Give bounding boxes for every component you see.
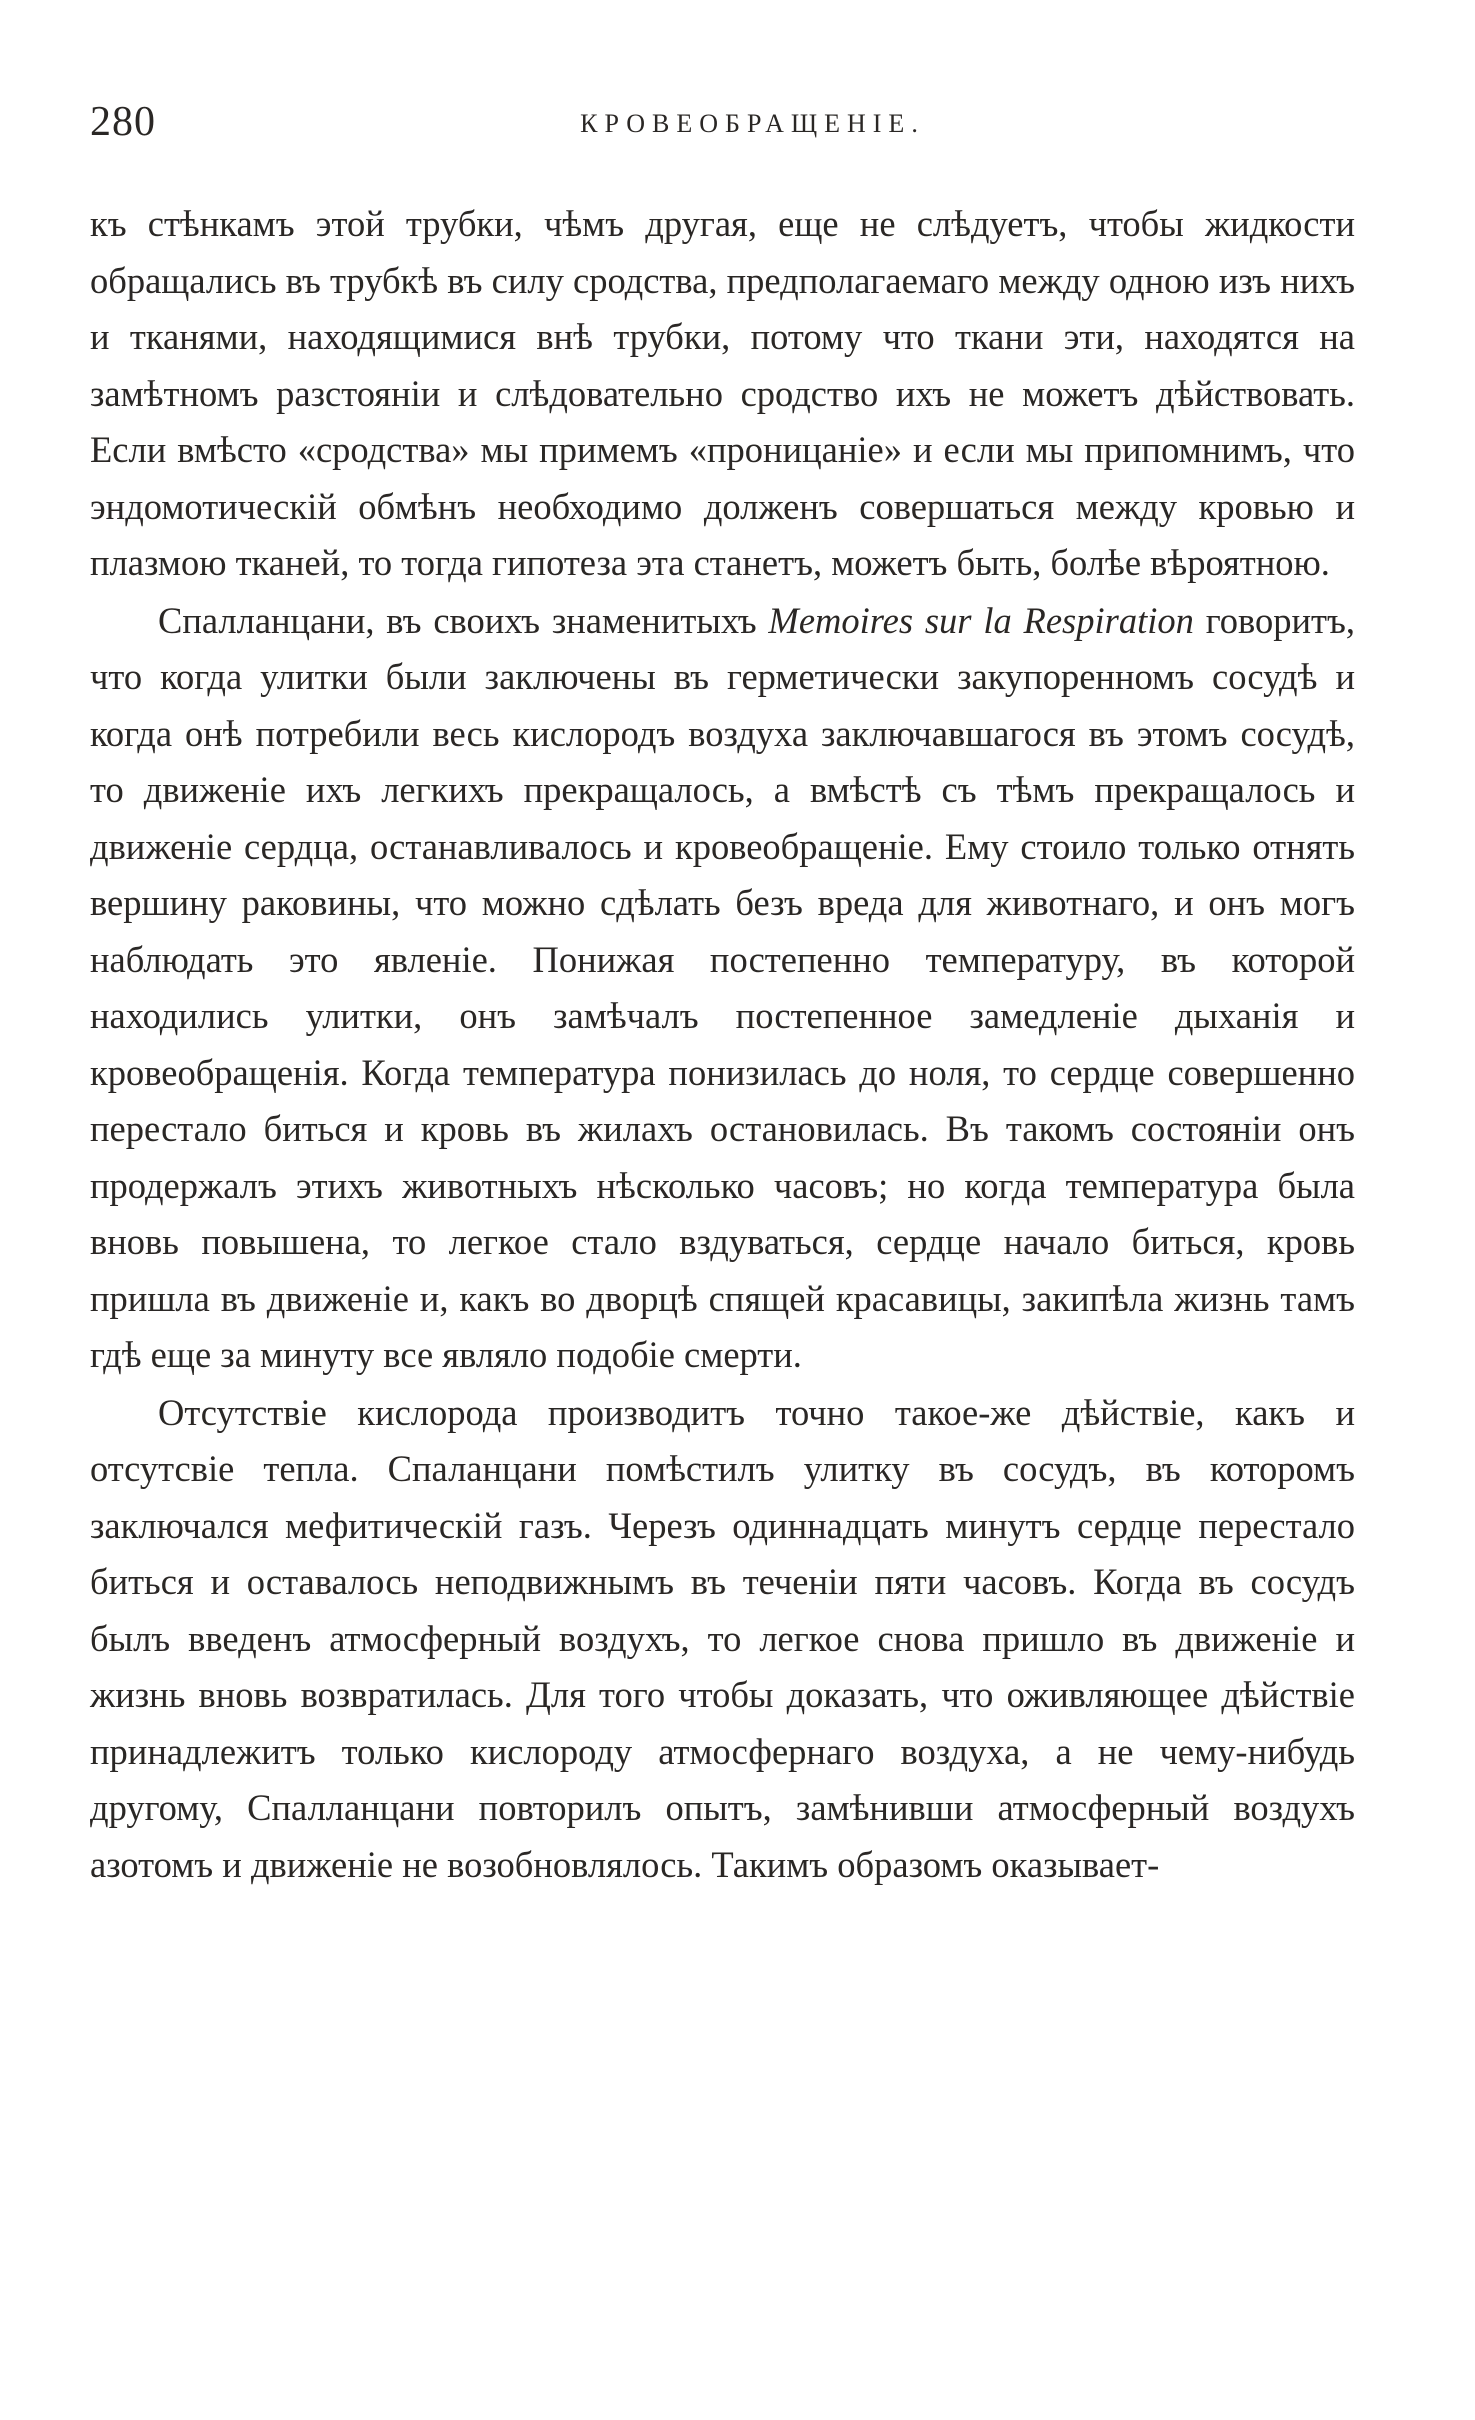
paragraph-text-after-title: говоритъ, что когда улитки были заключены въ герметически закупоренномъ сосудѣ и когда онѣ потребили весь кислородъ воздуха заключавшагося въ этомъ сосудѣ, то движеніе ихъ легкихъ прекращалось, а вмѣстѣ съ тѣмъ прекращалось и движеніе сердца, останавливалось и кровеобращеніе. Ему стоило только отнять вершину раковины, что можно сдѣлать безъ вреда для животнаго, и онъ могъ наблюдать это явленіе. Понижая постепенно температуру, въ которой находились улитки, онъ замѣчалъ постепенное замедленіе дыханія и кровеобращенія. Когда температура понизилась до ноля, то сердце совершенно перестало биться и кровь въ жилахъ остановилась. Въ такомъ состояніи онъ продержалъ этихъ животныхъ нѣсколько часовъ; но когда температура была вновь повышена, то легкое стало вздуваться, сердце начало биться, кровь пришла въ движеніе и, какъ во дворцѣ спящей красавицы, закипѣла жизнь тамъ гдѣ еще за минуту все являло подобіе смерти. — [90, 599, 1355, 1375]
page-header — [90, 92, 1355, 152]
italic-book-title: Memoires sur la Respiration — [768, 599, 1194, 641]
page-number: 280 — [90, 99, 156, 145]
running-title: КРОВЕОБРАЩЕНІЕ. — [580, 109, 925, 138]
paragraph-continued: къ стѣнкамъ этой трубки, чѣмъ другая, еще не слѣдуетъ, чтобы жидкости обращались въ трубкѣ въ силу сродства, предполагаемаго между одною изъ нихъ и тканями, находящимися внѣ трубки, потому что ткани эти, находятся на замѣтномъ разстояніи и слѣдовательно сродство ихъ не можетъ дѣйствовать. Если вмѣсто «сродства» мы примемъ «проницаніе» и если мы припомнимъ, что эндомотическій обмѣнъ необходимо долженъ совершаться между кровью и плазмою тканей, то тогда гипотеза эта станетъ, можетъ быть, болѣе вѣроятною. — [90, 203, 1355, 583]
paragraph-oxygen: Отсутствіе кислорода производитъ точно такое-же дѣйствіе, какъ и отсутсвіе тепла. Спаланцани помѣстилъ улитку въ сосудъ, въ которомъ заключался мефитическій газъ. Черезъ одиннадцать минутъ сердце перестало биться и оставалось неподвижнымъ въ теченіи пяти часовъ. Когда въ сосудъ былъ введенъ атмосферный воздухъ, то легкое снова пришло въ движеніе и жизнь вновь возвратилась. Для того чтобы доказать, что оживляющее дѣйствіе принадлежитъ только кислороду атмосфернаго воздуха, а не чему-нибудь другому, Спалланцани повторилъ опытъ, замѣнивши атмосферный воздухъ азотомъ и движеніе не возобновлялось. Такимъ образомъ оказывает- — [90, 1391, 1355, 1885]
paragraph-text-before-title: Спалланцани, въ своихъ знаменитыхъ — [158, 599, 769, 641]
paragraph-spallanzani — [90, 593, 1355, 1384]
page-body-text — [90, 196, 1355, 1893]
